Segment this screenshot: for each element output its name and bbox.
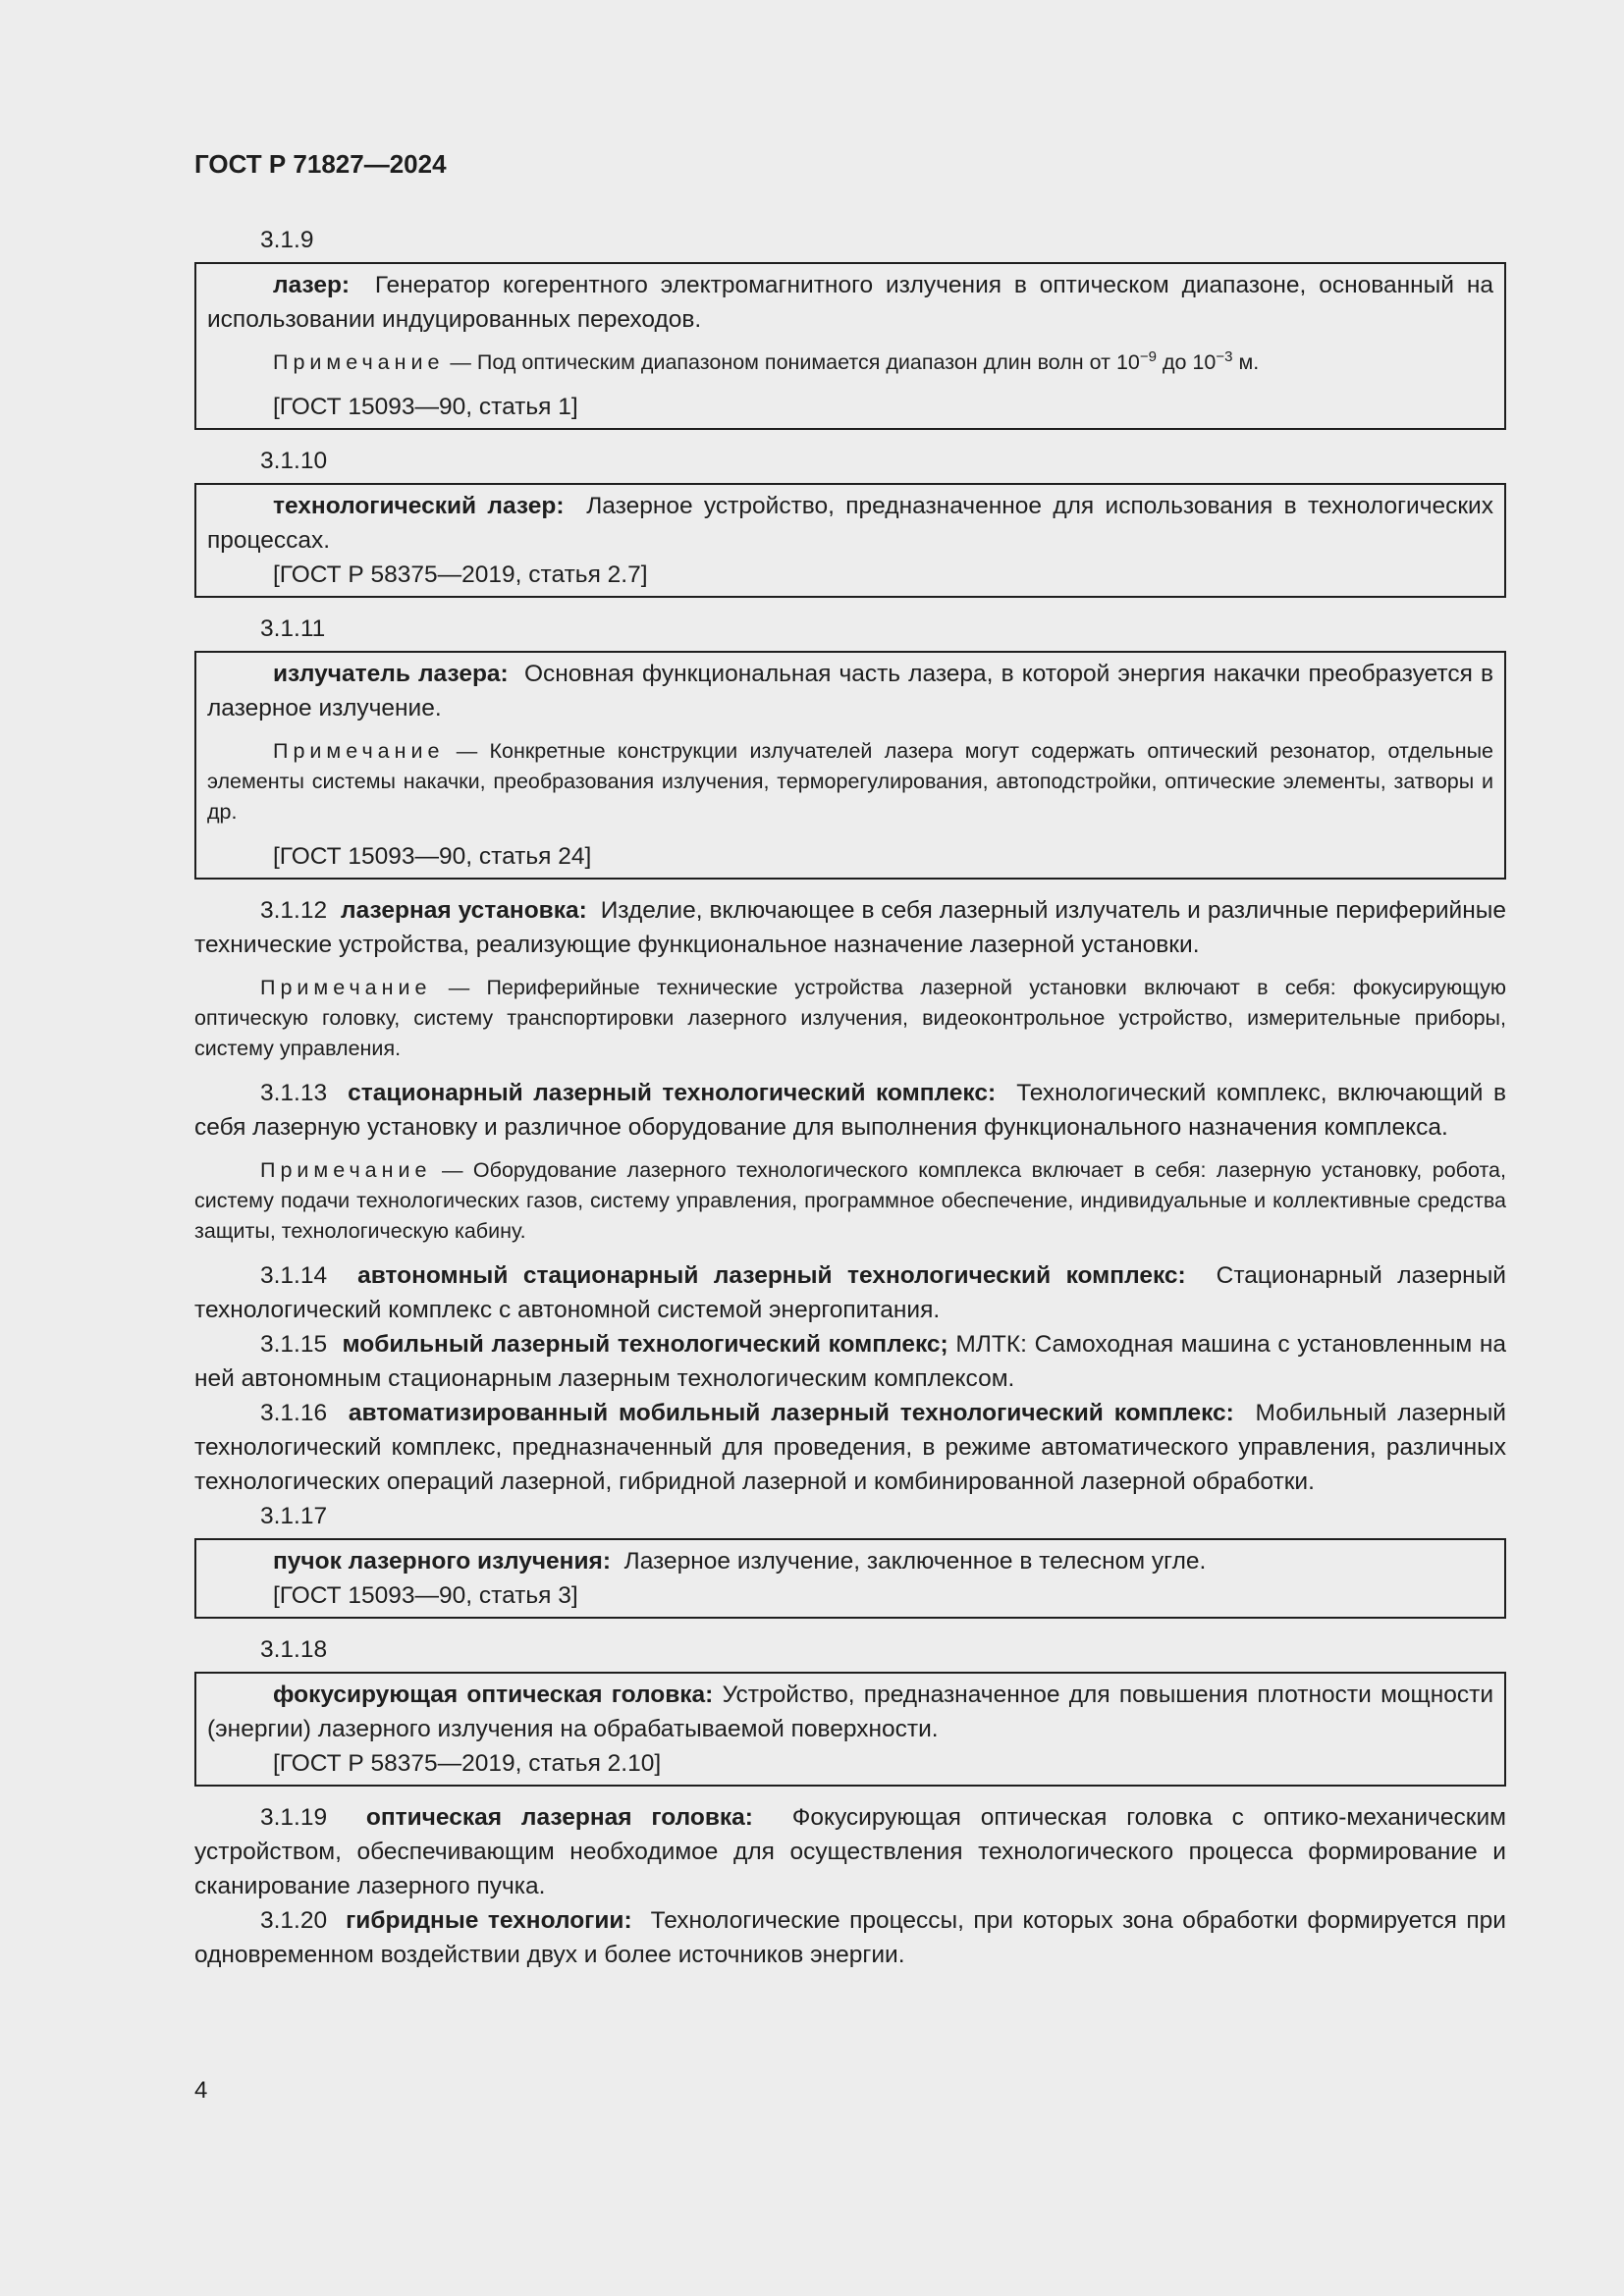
document-body [194, 223, 1506, 1972]
term-name: фокусирующая оптическая головка: [273, 1682, 714, 1708]
term-entry-3-1-14 [194, 1258, 1506, 1327]
term-entry-3-1-19 [194, 1800, 1506, 1903]
term-entry-3-1-15 [194, 1327, 1506, 1396]
term-entry-3-1-17 [207, 1544, 1493, 1578]
note-text-a: — Под оптическим диапазоном понимается диапазон длин волн от 10 [444, 350, 1140, 374]
term-definition: Основная функциональная часть лазера, в которой энергия накачки преобразуется в лазерное излучение. [207, 661, 1493, 721]
note-text: — Оборудование лазерного технологического комплекса включает в себя: лазерную установку, робота, систему подачи технологических газов, систему управления, программное обеспечение, индивидуальные и коллективные средства защиты, технологическую кабину. [194, 1158, 1506, 1243]
term-name: лазер: [273, 272, 351, 298]
term-source-3-1-10: [ГОСТ Р 58375—2019, статья 2.7] [273, 561, 648, 588]
term-entry-3-1-18 [207, 1678, 1493, 1746]
note-exponent-2: −3 [1216, 347, 1233, 365]
term-note-3-1-9 [207, 347, 1493, 378]
term-definition: Устройство, предназначенное для повышения плотности мощности (энергии) лазерного излучения на обрабатываемой поверхности. [207, 1682, 1494, 1742]
term-definition: Лазерное излучение, заключенное в телесном угле. [623, 1548, 1207, 1575]
term-entry-3-1-9 [207, 268, 1493, 337]
term-entry-3-1-11 [207, 657, 1493, 725]
term-definition: Стационарный лазерный технологический комплекс с автономной системой энергопитания. [194, 1262, 1506, 1323]
term-note-3-1-11 [207, 736, 1493, 828]
term-source-3-1-9: [ГОСТ 15093—90, статья 1] [273, 394, 578, 420]
term-number: 3.1.15 [260, 1331, 328, 1358]
term-number: 3.1.14 [260, 1262, 328, 1289]
term-definition: Изделие, включающее в себя лазерный излучатель и различные периферийные технические устройства, реализующие функциональное назначение лазерной установки. [194, 897, 1506, 958]
term-entry-3-1-16 [194, 1396, 1506, 1499]
term-box-3-1-18 [194, 1672, 1506, 1787]
term-note-3-1-13 [194, 1155, 1506, 1247]
note-text: — Конкретные конструкции излучателей лазера могут содержать оптический резонатор, отдельные элементы системы накачки, преобразования излучения, терморегулирования, автоподстройки, оптические элементы, затворы и др. [207, 739, 1493, 824]
term-number: 3.1.20 [260, 1907, 328, 1934]
term-name: автоматизированный мобильный лазерный технологический комплекс: [348, 1400, 1234, 1426]
term-source-3-1-18: [ГОСТ Р 58375—2019, статья 2.10] [273, 1750, 662, 1777]
term-number-3-1-11: 3.1.11 [260, 615, 326, 642]
document-header: ГОСТ Р 71827—2024 [194, 149, 447, 179]
term-name: излучатель лазера: [273, 661, 509, 687]
term-box-3-1-10 [194, 483, 1506, 598]
term-definition: Мобильный лазерный технологический комплекс, предназначенный для проведения, в режиме автоматического управления, различных технологических операций лазерной, гибридной лазерной и комбинированной лазерной обработки. [194, 1400, 1506, 1495]
note-label: Примечание [260, 1158, 432, 1182]
note-label: Примечание [273, 350, 445, 374]
term-definition: Технологические процессы, при которых зона обработки формируется при одновременном воздействии двух и более источников энергии. [194, 1907, 1506, 1968]
term-name: мобильный лазерный технологический комплекс; [342, 1331, 948, 1358]
term-number-3-1-9: 3.1.9 [260, 227, 314, 253]
term-entry-3-1-20 [194, 1903, 1506, 1972]
term-name: пучок лазерного излучения: [273, 1548, 611, 1575]
term-number-3-1-17: 3.1.17 [260, 1503, 328, 1529]
term-number: 3.1.19 [260, 1804, 328, 1831]
note-text-c: м. [1232, 350, 1260, 374]
note-label: Примечание [273, 739, 445, 763]
term-definition: Лазерное устройство, предназначенное для использования в технологических процессах. [207, 493, 1493, 554]
note-exponent-1: −9 [1139, 347, 1157, 365]
term-box-3-1-9 [194, 262, 1506, 430]
term-name: технологический лазер: [273, 493, 565, 519]
term-name: гибридные технологии: [346, 1907, 632, 1934]
term-number: 3.1.16 [260, 1400, 328, 1426]
term-number-3-1-18: 3.1.18 [260, 1636, 328, 1663]
term-number-3-1-10: 3.1.10 [260, 448, 328, 474]
term-source-3-1-11: [ГОСТ 15093—90, статья 24] [273, 843, 592, 870]
term-entry-3-1-13 [194, 1076, 1506, 1145]
note-text-b: до 10 [1156, 350, 1217, 374]
term-number: 3.1.13 [260, 1080, 328, 1106]
term-name: оптическая лазерная головка: [365, 1804, 753, 1831]
term-definition: Генератор когерентного электромагнитного излучения в оптическом диапазоне, основанный на использовании индуцированных переходов. [207, 272, 1493, 333]
term-source-3-1-17: [ГОСТ 15093—90, статья 3] [273, 1582, 578, 1609]
term-name: автономный стационарный лазерный технологический комплекс: [357, 1262, 1186, 1289]
term-definition: Технологический комплекс, включающий в себя лазерную установку и различное оборудование для выполнения функционального назначения комплекса. [194, 1080, 1506, 1141]
term-box-3-1-17 [194, 1538, 1506, 1619]
term-entry-3-1-12 [194, 893, 1506, 962]
term-definition: МЛТК: Самоходная машина с установленным на ней автономным стационарным лазерным технологическим комплексом. [194, 1331, 1506, 1392]
term-box-3-1-11 [194, 651, 1506, 880]
term-note-3-1-12 [194, 973, 1506, 1064]
term-name: лазерная установка: [341, 897, 587, 924]
note-label: Примечание [260, 976, 432, 999]
page-number: 4 [194, 2077, 208, 2104]
term-entry-3-1-10 [207, 489, 1493, 558]
term-name: стационарный лазерный технологический комплекс: [348, 1080, 997, 1106]
note-text: — Периферийные технические устройства лазерной установки включают в себя: фокусирующую оптическую головку, систему транспортировки лазерного излучения, видеоконтрольное устройство, измерительные приборы, систему управления. [194, 976, 1506, 1060]
term-definition: Фокусирующая оптическая головка с оптико-механическим устройством, обеспечивающим необходимое для осуществления технологического процесса формирование и сканирование лазерного пучка. [194, 1804, 1506, 1899]
term-number: 3.1.12 [260, 897, 328, 924]
